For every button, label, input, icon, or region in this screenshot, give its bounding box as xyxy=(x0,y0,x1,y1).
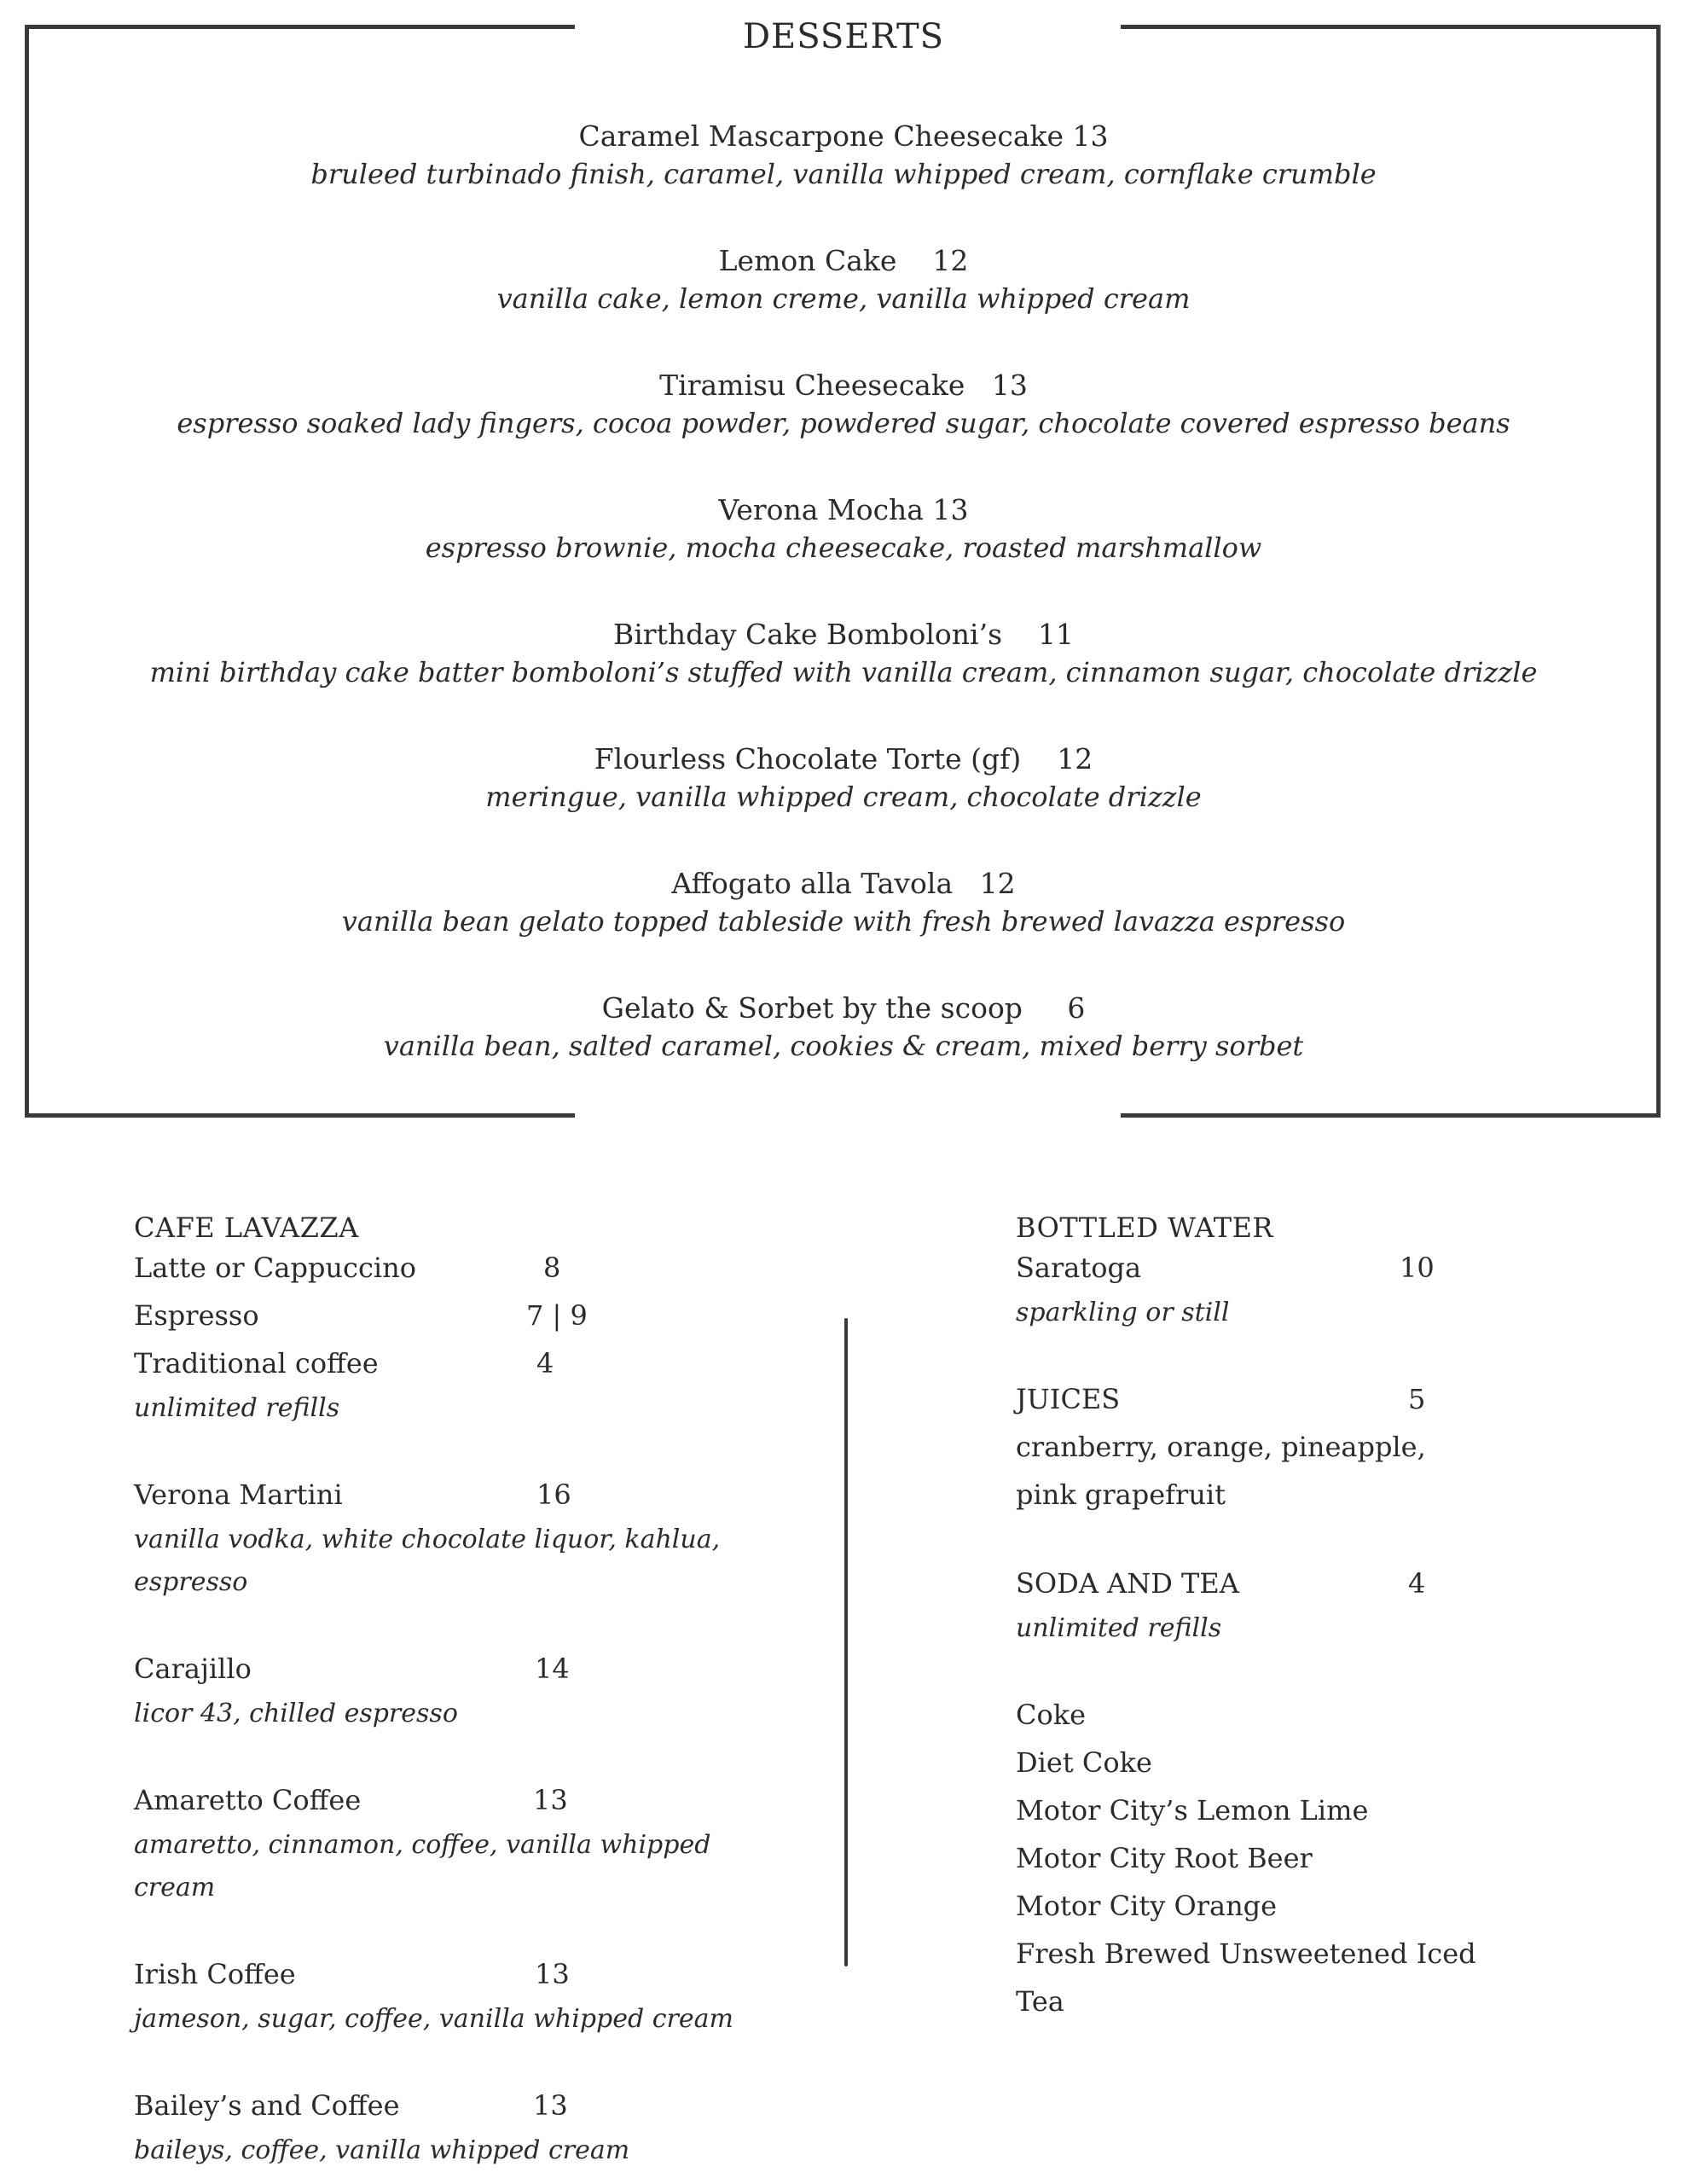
dessert-item xyxy=(0,991,1687,1062)
dessert-desc: espresso soaked lady fingers, cocoa powder, powdered sugar, chocolate covered espresso beans xyxy=(177,407,1510,439)
dessert-name: Verona Mocha 13 xyxy=(718,493,969,526)
dessert-item xyxy=(0,618,1687,688)
item-note: sparkling or still xyxy=(1016,1298,1230,1327)
dessert-item xyxy=(0,119,1687,190)
dessert-name: Birthday Cake Bomboloni’s 11 xyxy=(613,618,1074,651)
desserts-title: DESSERTS xyxy=(742,17,945,56)
dessert-desc: bruleed turbinado finish, caramel, vanilla whipped cream, cornflake crumble xyxy=(310,158,1377,190)
item-price: 4 xyxy=(1408,1567,1426,1600)
soda-item: Motor City’s Lemon Lime xyxy=(1016,1794,1369,1827)
item-price: 13 xyxy=(533,2089,568,2122)
item-note: unlimited refills xyxy=(134,1393,340,1423)
dessert-name: Gelato & Sorbet by the scoop 6 xyxy=(601,991,1086,1025)
soda-item: Diet Coke xyxy=(1016,1746,1152,1779)
soda-item: Motor City Orange xyxy=(1016,1890,1278,1922)
item-note: amaretto, cinnamon, coffee, vanilla whipped cream xyxy=(134,1830,711,1902)
item-price: 4 xyxy=(536,1347,554,1380)
item-name: Traditional coffee xyxy=(134,1347,379,1380)
dessert-desc: espresso brownie, mocha cheesecake, roasted marshmallow xyxy=(425,531,1262,564)
drinks-section xyxy=(1016,1211,1528,2025)
item-price: 8 xyxy=(543,1252,561,1284)
dessert-item xyxy=(0,493,1687,564)
item-name: Bailey’s and Coffee xyxy=(134,2089,400,2122)
soda-heading: SODA AND TEA xyxy=(1016,1567,1239,1600)
menu-row-coffee xyxy=(134,1339,782,1387)
dessert-name: Lemon Cake 12 xyxy=(718,244,969,277)
item-price: 16 xyxy=(536,1478,571,1511)
juices-list: cranberry, orange, pineapple, xyxy=(1016,1431,1426,1463)
item-note: licor 43, chilled espresso xyxy=(134,1699,458,1728)
item-price: 13 xyxy=(533,1784,568,1816)
soda-item: Coke xyxy=(1016,1699,1087,1731)
dessert-item xyxy=(0,369,1687,439)
item-name: Saratoga xyxy=(1016,1252,1142,1284)
menu-row-baileys xyxy=(134,2082,782,2129)
dessert-desc: vanilla bean, salted caramel, cookies & cream, mixed berry sorbet xyxy=(383,1030,1304,1062)
dessert-name: Affogato alla Tavola 12 xyxy=(671,867,1016,900)
item-name: Amaretto Coffee xyxy=(134,1784,362,1816)
dessert-name: Flourless Chocolate Torte (gf) 12 xyxy=(594,742,1093,775)
menu-row-amaretto xyxy=(134,1776,782,1824)
dessert-item xyxy=(0,742,1687,813)
item-name: Verona Martini xyxy=(134,1478,343,1511)
cafe-lavazza-section xyxy=(134,1211,782,2172)
menu-row-latte xyxy=(134,1244,782,1292)
item-note: unlimited refills xyxy=(1016,1613,1222,1643)
item-price: 14 xyxy=(535,1653,570,1685)
menu-row-irish xyxy=(134,1950,782,1998)
cafe-heading: CAFE LAVAZZA xyxy=(134,1211,359,1244)
frame-bottom-gap xyxy=(575,1108,1121,1122)
item-name: Irish Coffee xyxy=(134,1958,296,1990)
item-name: Carajillo xyxy=(134,1653,252,1685)
item-price: 7 | 9 xyxy=(526,1299,588,1332)
juices-heading: JUICES xyxy=(1016,1383,1121,1415)
item-note: vanilla vodka, white chocolate liquor, kahlua, espresso xyxy=(134,1525,721,1597)
dessert-item xyxy=(0,244,1687,315)
dessert-name: Tiramisu Cheesecake 13 xyxy=(659,369,1028,402)
dessert-item xyxy=(0,867,1687,938)
dessert-desc: meringue, vanilla whipped cream, chocolate drizzle xyxy=(485,781,1202,813)
item-note: baileys, coffee, vanilla whipped cream xyxy=(134,2135,630,2165)
column-divider xyxy=(844,1318,848,1966)
item-price: 5 xyxy=(1408,1383,1426,1415)
menu-row-martini xyxy=(134,1471,782,1519)
menu-row-juices xyxy=(1016,1375,1528,1423)
menu-row-espresso xyxy=(134,1292,782,1339)
juices-list: pink grapefruit xyxy=(1016,1478,1226,1511)
menu-row-soda xyxy=(1016,1560,1528,1607)
water-heading: BOTTLED WATER xyxy=(1016,1211,1274,1244)
item-name: Espresso xyxy=(134,1299,259,1332)
soda-item: Motor City Root Beer xyxy=(1016,1842,1313,1874)
dessert-desc: vanilla cake, lemon creme, vanilla whipped cream xyxy=(496,282,1191,315)
dessert-desc: vanilla bean gelato topped tableside with fresh brewed lavazza espresso xyxy=(341,905,1346,938)
menu-row-saratoga xyxy=(1016,1244,1528,1292)
soda-item: Fresh Brewed Unsweetened Iced Tea xyxy=(1016,1937,1476,2018)
item-note: jameson, sugar, coffee, vanilla whipped cream xyxy=(134,2004,733,2034)
dessert-desc: mini birthday cake batter bomboloni’s stuffed with vanilla cream, cinnamon sugar, chocolate drizzle xyxy=(149,656,1538,688)
menu-row-carajillo xyxy=(134,1645,782,1693)
dessert-name: Caramel Mascarpone Cheesecake 13 xyxy=(578,119,1109,153)
item-price: 13 xyxy=(535,1958,570,1990)
item-price: 10 xyxy=(1400,1252,1435,1284)
item-name: Latte or Cappuccino xyxy=(134,1252,416,1284)
